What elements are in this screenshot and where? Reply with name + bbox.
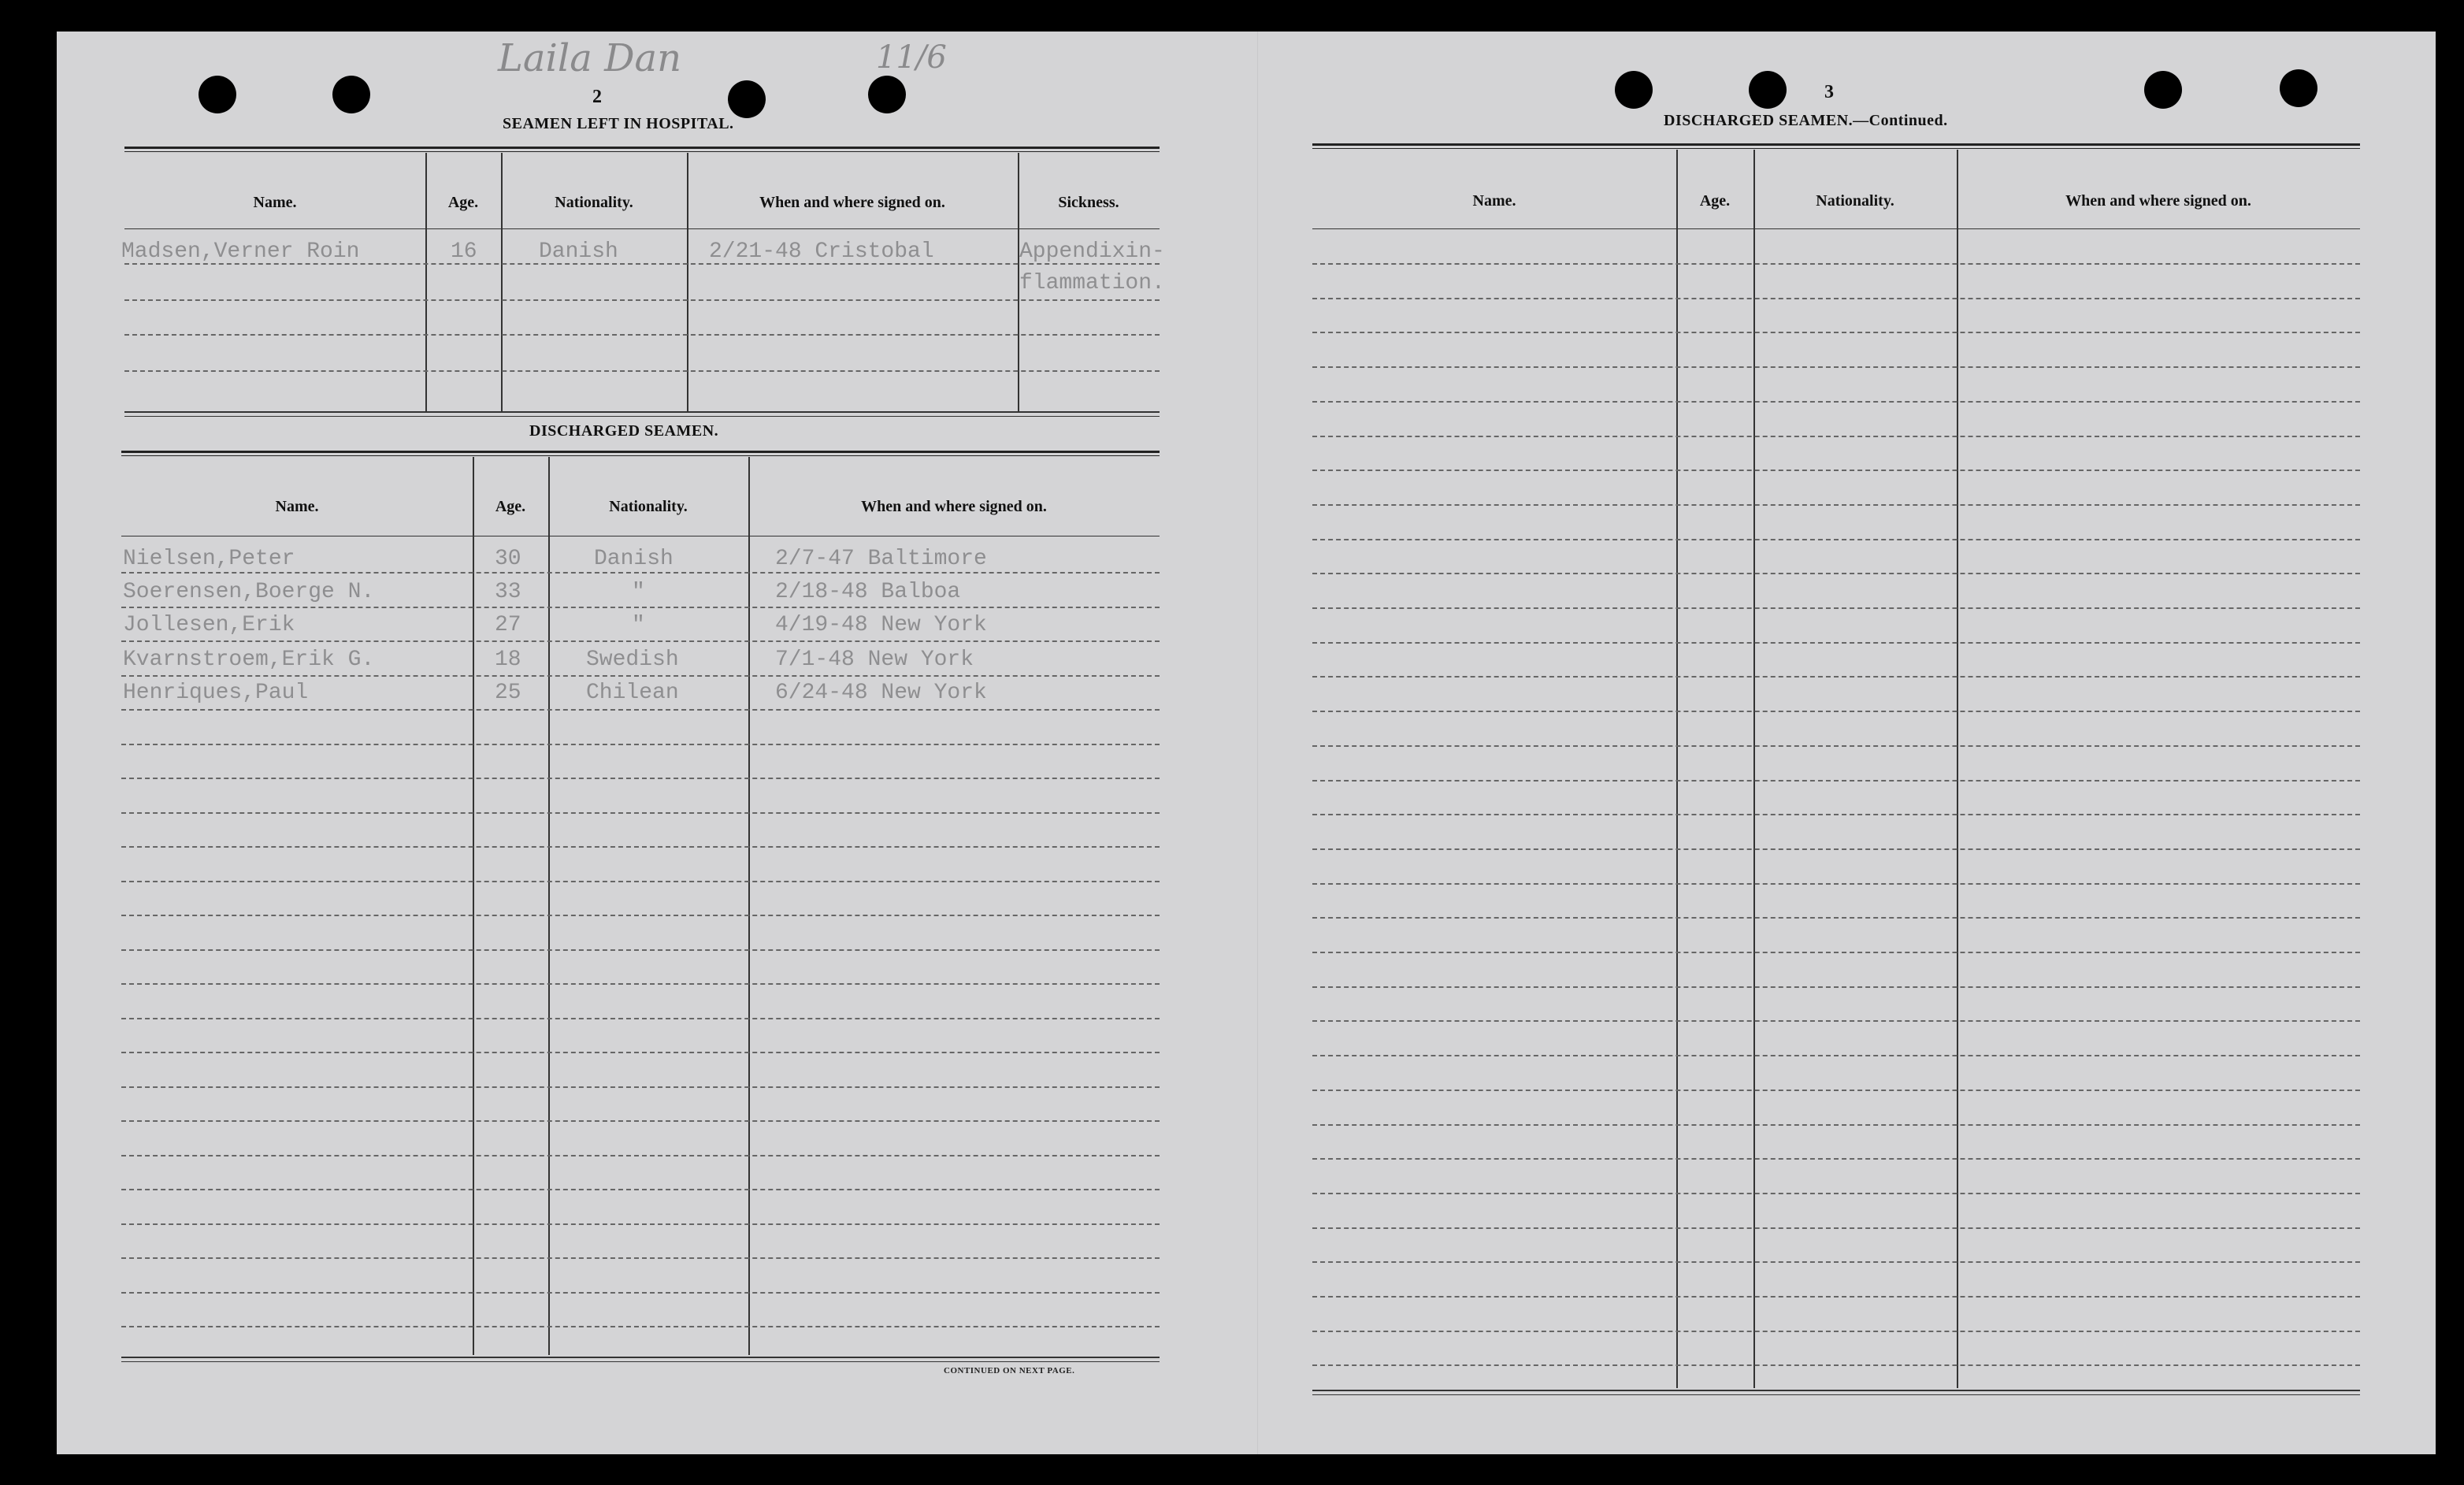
ruled-line	[121, 1257, 1160, 1259]
hospital-table	[121, 147, 1165, 414]
page-number-right: 3	[1824, 82, 1834, 102]
col-header-name: Name.	[253, 194, 297, 211]
ruled-line	[121, 915, 1160, 916]
ruled-line	[121, 1052, 1160, 1053]
ruled-line	[1312, 332, 2360, 333]
ruled-line	[121, 1189, 1160, 1190]
ruled-line	[121, 1120, 1160, 1122]
discharged-signed-on: 6/24-48 New York	[775, 681, 987, 705]
punch-hole	[199, 76, 236, 113]
ruled-line	[121, 640, 1160, 642]
ruled-line	[1312, 917, 2360, 919]
ruled-line	[1312, 745, 2360, 747]
discharged-name: Nielsen,Peter	[123, 547, 295, 571]
continued-note: CONTINUED ON NEXT PAGE.	[944, 1366, 1075, 1375]
ruled-line	[1312, 848, 2360, 850]
discharged-signed-on: 2/7-47 Baltimore	[775, 547, 987, 571]
ruled-line	[1312, 986, 2360, 988]
punch-hole	[332, 76, 370, 113]
col-header-sickness: Sickness.	[1058, 194, 1119, 211]
col-header-signed-on: When and where signed on.	[759, 194, 945, 211]
discharged-nationality: "	[632, 613, 645, 637]
discharged-age: 30	[495, 547, 521, 571]
ruled-line	[1312, 1090, 2360, 1091]
ruled-line	[121, 846, 1160, 848]
page-number-left: 2	[592, 87, 602, 107]
ruled-line	[1312, 470, 2360, 471]
ruled-line	[121, 1155, 1160, 1156]
ruled-line	[121, 983, 1160, 985]
ruled-line	[1312, 1124, 2360, 1126]
discharged-section-title: DISCHARGED SEAMEN.	[529, 422, 719, 440]
ruled-line	[1312, 401, 2360, 403]
discharged-nationality: Danish	[594, 547, 674, 571]
discharged-age: 33	[495, 580, 521, 604]
hospital-age: 16	[451, 239, 477, 264]
ruled-line	[121, 1086, 1160, 1088]
ruled-line	[1312, 539, 2360, 540]
discharged-age: 27	[495, 613, 521, 637]
discharged-nationality: "	[632, 580, 645, 604]
punch-hole	[2280, 69, 2317, 107]
punch-hole	[868, 76, 906, 113]
punch-hole	[728, 80, 766, 118]
ruled-line	[121, 709, 1160, 711]
hospital-sickness: flammation.	[1019, 271, 1165, 295]
ruled-line	[1312, 1364, 2360, 1366]
ruled-line	[121, 744, 1160, 745]
ruled-line	[1312, 436, 2360, 437]
ruled-line	[1312, 1296, 2360, 1298]
ruled-line	[1312, 1227, 2360, 1229]
page-fold	[1257, 32, 1258, 1454]
hospital-name: Madsen,Verner Roin	[121, 239, 360, 264]
ruled-line	[1312, 366, 2360, 368]
handwritten-note-2: 11/6	[876, 39, 947, 76]
ruled-line	[121, 1292, 1160, 1294]
discharged-continued-table	[1312, 143, 2360, 1401]
ruled-line	[1312, 1261, 2360, 1263]
punch-hole	[2144, 71, 2182, 109]
col-header-age: Age.	[495, 498, 526, 515]
col-header-nationality: Nationality.	[1816, 192, 1894, 210]
ruled-line	[1312, 780, 2360, 781]
ruled-line	[1312, 1331, 2360, 1332]
discharged-nationality: Swedish	[586, 648, 679, 672]
discharged-age: 18	[495, 648, 521, 672]
ruled-line	[1312, 504, 2360, 506]
ruled-line	[1312, 1158, 2360, 1160]
ruled-line	[121, 572, 1160, 574]
punch-hole	[1615, 71, 1653, 109]
ruled-line	[1312, 676, 2360, 678]
ruled-line	[121, 778, 1160, 779]
discharged-table	[121, 451, 1160, 1401]
handwritten-note: Laila Dan	[498, 36, 682, 80]
ruled-line	[1312, 573, 2360, 574]
ruled-line	[1312, 952, 2360, 953]
ruled-line	[121, 675, 1160, 677]
discharged-name: Soerensen,Boerge N.	[123, 580, 375, 604]
col-header-nationality: Nationality.	[555, 194, 633, 211]
ruled-line	[1312, 1020, 2360, 1022]
discharged-nationality: Chilean	[586, 681, 679, 705]
col-header-age: Age.	[447, 194, 479, 211]
ruled-line	[1312, 263, 2360, 265]
discharged-signed-on: 4/19-48 New York	[775, 613, 987, 637]
col-header-signed-on: When and where signed on.	[861, 498, 1047, 515]
discharged-continued-title: DISCHARGED SEAMEN.—Continued.	[1664, 112, 1948, 129]
ruled-line	[121, 1326, 1160, 1327]
col-header-name: Name.	[1472, 192, 1516, 210]
ruled-line	[121, 949, 1160, 951]
ruled-line	[1312, 298, 2360, 299]
ruled-line	[121, 607, 1160, 608]
discharged-signed-on: 2/18-48 Balboa	[775, 580, 961, 604]
discharged-name: Kvarnstroem,Erik G.	[123, 648, 375, 672]
ruled-line	[1312, 883, 2360, 885]
hospital-signed-on: 2/21-48 Cristobal	[709, 239, 934, 264]
discharged-name: Jollesen,Erik	[123, 613, 295, 637]
ruled-line	[1312, 1055, 2360, 1056]
ruled-line	[1312, 814, 2360, 815]
ruled-line	[121, 812, 1160, 814]
col-header-name: Name.	[275, 498, 319, 515]
col-header-nationality: Nationality.	[609, 498, 688, 515]
discharged-name: Henriques,Paul	[123, 681, 309, 705]
hospital-nationality: Danish	[539, 239, 618, 264]
hospital-section-title: SEAMEN LEFT IN HOSPITAL.	[503, 115, 734, 132]
discharged-signed-on: 7/1-48 New York	[775, 648, 974, 672]
hospital-sickness: Appendixin-	[1019, 239, 1165, 264]
discharged-age: 25	[495, 681, 521, 705]
document-sheet	[57, 32, 2436, 1454]
ruled-line	[121, 1018, 1160, 1019]
ruled-line	[121, 1223, 1160, 1225]
col-header-signed-on: When and where signed on.	[2065, 192, 2251, 210]
ruled-line	[121, 881, 1160, 882]
ruled-line	[1312, 642, 2360, 644]
ruled-line	[1312, 607, 2360, 609]
punch-hole	[1749, 71, 1787, 109]
ruled-line	[1312, 1193, 2360, 1194]
ruled-line	[1312, 711, 2360, 712]
col-header-age: Age.	[1699, 192, 1731, 210]
